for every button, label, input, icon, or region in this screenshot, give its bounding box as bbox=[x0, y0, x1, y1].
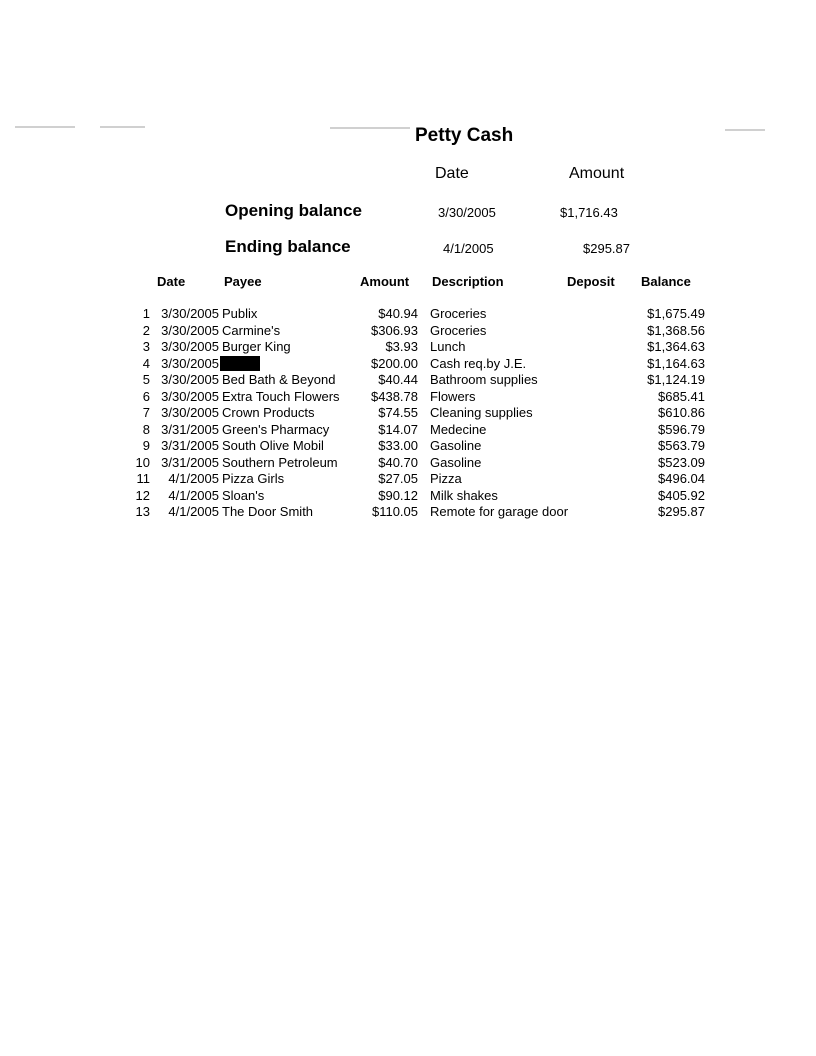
row-description: Bathroom supplies bbox=[430, 372, 538, 387]
row-balance: $1,364.63 bbox=[647, 339, 705, 354]
row-amount: $438.78 bbox=[371, 388, 418, 404]
ending-balance-date: 4/1/2005 bbox=[443, 241, 494, 256]
redaction-block bbox=[220, 356, 260, 371]
row-date: 3/30/2005 bbox=[161, 322, 219, 338]
row-payee: Burger King bbox=[222, 339, 291, 354]
table-row bbox=[128, 356, 718, 373]
row-balance: $496.04 bbox=[658, 471, 705, 486]
table-row bbox=[128, 306, 718, 323]
row-amount: $40.94 bbox=[378, 306, 418, 321]
table-row bbox=[128, 405, 718, 422]
table-row bbox=[128, 339, 718, 356]
row-payee: Crown Products bbox=[222, 405, 315, 420]
table-row bbox=[128, 504, 718, 521]
row-number: 4 bbox=[142, 355, 150, 371]
row-payee: Bed Bath & Beyond bbox=[222, 372, 336, 387]
row-number: 8 bbox=[142, 421, 150, 437]
row-number: 6 bbox=[142, 388, 150, 404]
row-amount: $3.93 bbox=[385, 339, 418, 354]
scan-artifact bbox=[330, 127, 410, 129]
row-description: Groceries bbox=[430, 322, 487, 338]
column-header-deposit: Deposit bbox=[567, 274, 615, 289]
row-amount: $14.07 bbox=[378, 421, 418, 437]
row-description: Medecine bbox=[430, 421, 487, 437]
row-number: 1 bbox=[142, 306, 150, 321]
row-amount: $40.70 bbox=[378, 454, 418, 470]
row-payee: Pizza Girls bbox=[222, 471, 285, 486]
row-date: 3/30/2005 bbox=[161, 388, 219, 404]
transaction-table bbox=[128, 306, 718, 521]
ending-balance-amount: $295.87 bbox=[583, 241, 630, 256]
row-number: 3 bbox=[142, 339, 150, 354]
row-date: 3/30/2005 bbox=[161, 405, 219, 420]
row-description: Gasoline bbox=[430, 454, 482, 470]
scan-artifact bbox=[15, 126, 75, 128]
row-balance: $523.09 bbox=[658, 454, 705, 470]
row-balance: $596.79 bbox=[658, 421, 705, 437]
row-payee bbox=[220, 356, 260, 373]
row-date: 4/1/2005 bbox=[168, 487, 219, 503]
row-date: 3/30/2005 bbox=[161, 339, 219, 354]
row-number: 2 bbox=[142, 322, 150, 338]
row-payee: Carmine's bbox=[222, 322, 281, 338]
row-description: Cash req.by J.E. bbox=[430, 355, 527, 371]
row-amount: $33.00 bbox=[378, 438, 418, 453]
row-amount: $27.05 bbox=[378, 471, 418, 486]
table-row bbox=[128, 323, 718, 340]
row-description: Remote for garage door bbox=[430, 504, 569, 519]
row-date: 4/1/2005 bbox=[168, 471, 219, 486]
row-date: 3/30/2005 bbox=[161, 372, 219, 387]
row-balance: $1,124.19 bbox=[647, 372, 705, 387]
row-amount: $40.44 bbox=[378, 372, 418, 387]
row-balance: $563.79 bbox=[658, 438, 705, 453]
table-row bbox=[128, 422, 718, 439]
row-date: 3/31/2005 bbox=[161, 438, 219, 453]
row-date: 3/30/2005 bbox=[161, 306, 219, 321]
column-header-amount: Amount bbox=[360, 274, 410, 289]
row-balance: $610.86 bbox=[658, 405, 705, 420]
row-description: Lunch bbox=[430, 339, 466, 354]
table-row bbox=[128, 372, 718, 389]
row-balance: $405.92 bbox=[658, 487, 705, 503]
column-header-description: Description bbox=[432, 274, 504, 289]
row-number: 13 bbox=[135, 504, 150, 519]
row-number: 9 bbox=[142, 438, 150, 453]
row-payee: The Door Smith bbox=[222, 504, 314, 519]
column-header-balance: Balance bbox=[641, 274, 691, 289]
table-row bbox=[128, 389, 718, 406]
row-amount: $306.93 bbox=[371, 322, 418, 338]
row-balance: $1,675.49 bbox=[647, 306, 705, 321]
row-number: 10 bbox=[135, 454, 150, 470]
opening-balance-amount: $1,716.43 bbox=[560, 205, 618, 220]
scan-artifact bbox=[100, 126, 145, 128]
row-description: Gasoline bbox=[430, 438, 482, 453]
row-payee: Extra Touch Flowers bbox=[222, 388, 340, 404]
row-description: Pizza bbox=[430, 471, 462, 486]
row-description: Groceries bbox=[430, 306, 487, 321]
row-amount: $74.55 bbox=[378, 405, 418, 420]
row-payee: Green's Pharmacy bbox=[222, 421, 330, 437]
row-description: Milk shakes bbox=[430, 487, 498, 503]
row-number: 5 bbox=[142, 372, 150, 387]
row-description: Flowers bbox=[430, 388, 476, 404]
row-number: 11 bbox=[136, 471, 150, 486]
row-description: Cleaning supplies bbox=[430, 405, 533, 420]
row-date: 4/1/2005 bbox=[168, 504, 219, 519]
row-amount: $110.05 bbox=[371, 504, 418, 519]
row-amount: $200.00 bbox=[371, 355, 418, 371]
summary-amount-header: Amount bbox=[569, 165, 625, 182]
column-header-payee: Payee bbox=[224, 274, 262, 289]
row-date: 3/31/2005 bbox=[161, 454, 219, 470]
ending-balance-label: Ending balance bbox=[225, 237, 351, 256]
table-row bbox=[128, 455, 718, 472]
summary-date-header: Date bbox=[435, 165, 469, 182]
row-date: 3/30/2005 bbox=[161, 355, 219, 371]
row-balance: $295.87 bbox=[658, 504, 705, 519]
table-row bbox=[128, 438, 718, 455]
row-payee: Sloan's bbox=[222, 487, 265, 503]
row-payee: Southern Petroleum bbox=[222, 454, 338, 470]
opening-balance-date: 3/30/2005 bbox=[438, 205, 496, 220]
row-payee: Publix bbox=[222, 306, 258, 321]
row-balance: $1,368.56 bbox=[647, 322, 705, 338]
row-balance: $1,164.63 bbox=[647, 355, 705, 371]
column-header-date: Date bbox=[157, 274, 186, 289]
scan-artifact bbox=[725, 129, 765, 131]
row-amount: $90.12 bbox=[378, 487, 418, 503]
table-row bbox=[128, 471, 718, 488]
row-balance: $685.41 bbox=[658, 388, 705, 404]
row-number: 7 bbox=[142, 405, 150, 420]
table-row bbox=[128, 488, 718, 505]
row-date: 3/31/2005 bbox=[161, 421, 219, 437]
page-title: Petty Cash bbox=[415, 125, 514, 146]
row-payee: South Olive Mobil bbox=[222, 438, 324, 453]
row-number: 12 bbox=[135, 487, 150, 503]
opening-balance-label: Opening balance bbox=[225, 201, 362, 220]
